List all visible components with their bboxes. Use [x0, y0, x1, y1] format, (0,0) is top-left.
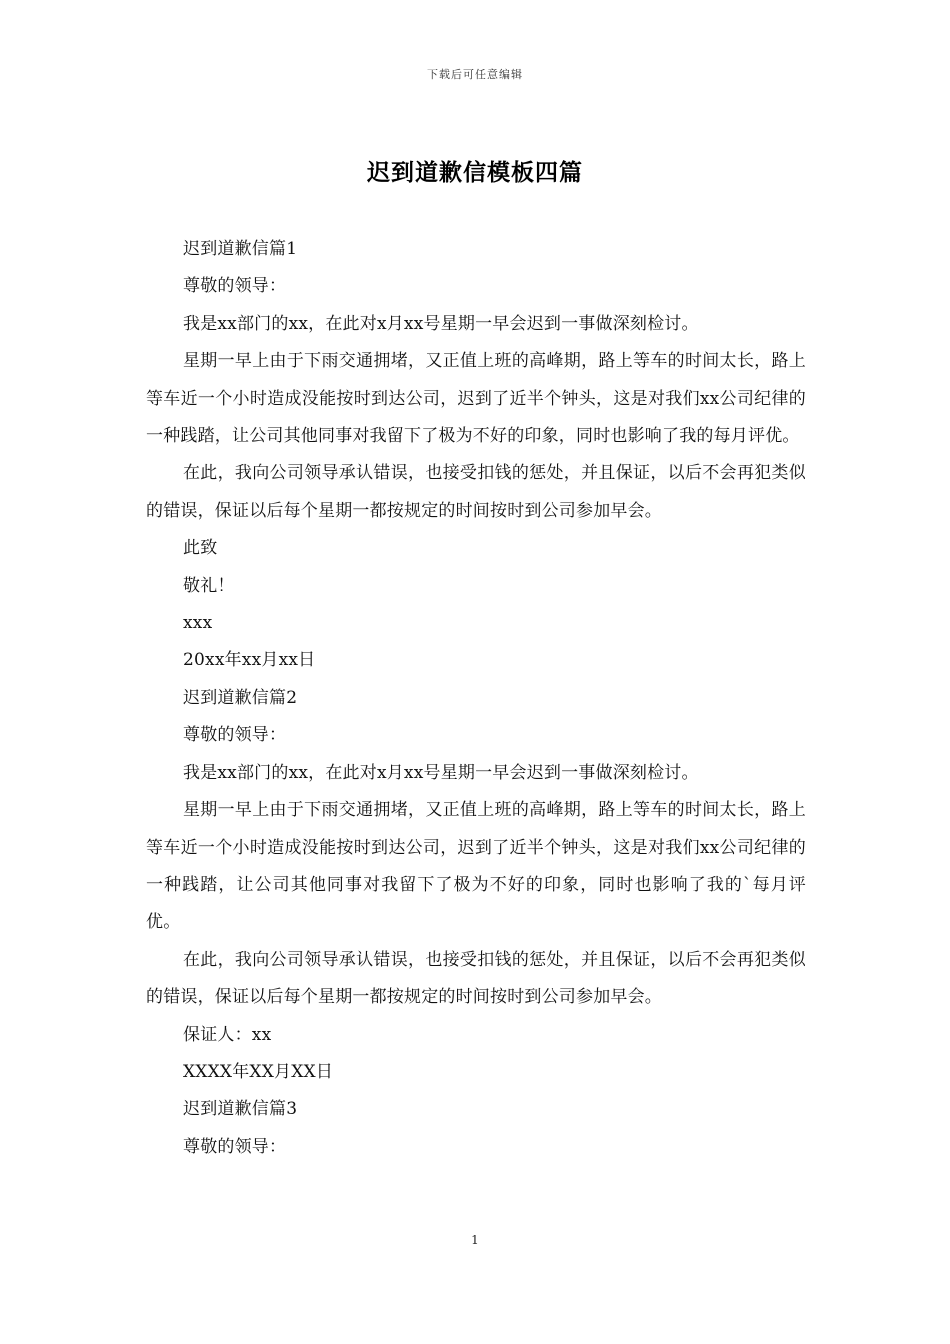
paragraph: 敬礼！	[183, 575, 235, 596]
paragraph: 保证人：xx	[183, 1024, 272, 1045]
paragraph: 迟到道歉信篇3	[183, 1099, 298, 1120]
paragraph: 迟到道歉信篇1	[183, 239, 298, 259]
paragraph: xxx	[183, 613, 213, 634]
paragraph: 此致	[183, 538, 218, 559]
document-title: 迟到道歉信模板四篇	[367, 159, 583, 186]
paragraph: 在此，我向公司领导承认错误，也接受扣钱的惩处，并且保证，以后不会再犯类似的错误，保证以后每个星期一都按规定的时间按时到公司参加早会。	[146, 463, 806, 521]
paragraph: 我是xx部门的xx，在此对x月xx号星期一早会迟到一事做深刻检讨。	[183, 313, 699, 334]
paragraph: 星期一早上由于下雨交通拥堵，又正值上班的高峰期，路上等车的时间太长，路上等车近一个小时造成没能按时到达公司，迟到了近半个钟头，这是对我们xx公司纪律的一种践踏，让公司其他同事对我留下了极为不好的印象，同时也影响了我的`每月评优。	[146, 800, 806, 933]
paragraph: 20xx年xx月xx日	[183, 650, 316, 671]
page-number: 1	[471, 1233, 479, 1247]
paragraph: 星期一早上由于下雨交通拥堵，又正值上班的高峰期，路上等车的时间太长，路上等车近一个小时造成没能按时到达公司，迟到了近半个钟头，这是对我们xx公司纪律的一种践踏，让公司其他同事对我留下了极为不好的印象，同时也影响了我的每月评优。	[146, 351, 806, 447]
document-body	[146, 231, 806, 1166]
paragraph: 尊敬的领导：	[183, 1136, 287, 1157]
paragraph: 尊敬的领导：	[183, 725, 287, 746]
paragraph: 尊敬的领导：	[183, 276, 287, 297]
paragraph: 迟到道歉信篇2	[183, 687, 298, 708]
paragraph: 在此，我向公司领导承认错误，也接受扣钱的惩处，并且保证，以后不会再犯类似的错误，保证以后每个星期一都按规定的时间按时到公司参加早会。	[146, 949, 806, 1008]
paragraph: 我是xx部门的xx，在此对x月xx号星期一早会迟到一事做深刻检讨。	[183, 762, 699, 783]
header-note: 下载后可任意编辑	[427, 68, 523, 81]
paragraph: XXXX年XX月XX日	[183, 1061, 334, 1082]
